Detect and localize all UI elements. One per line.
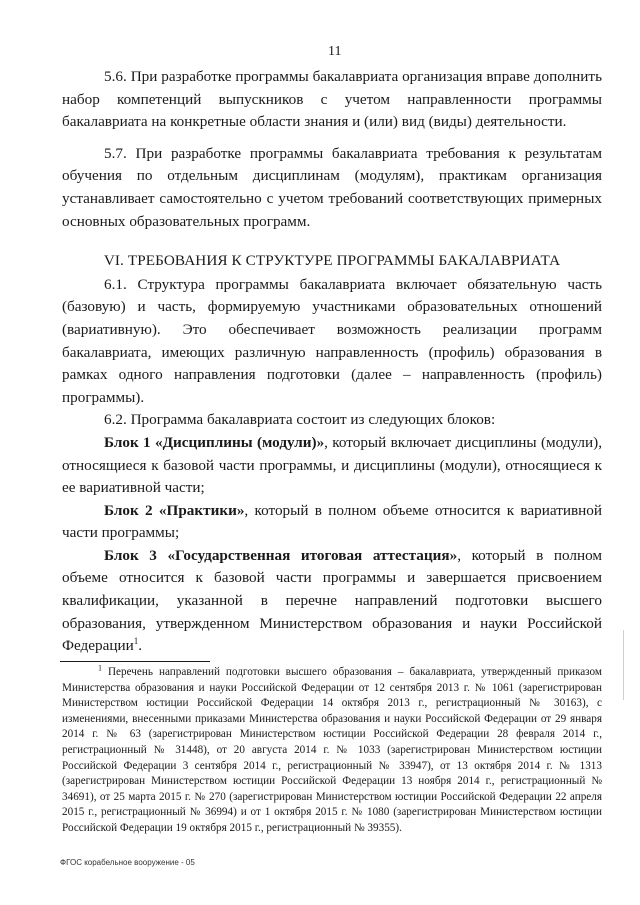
block-3-item: [62, 545, 602, 658]
footnote-reference[interactable]: 1: [133, 636, 139, 647]
paragraph-5-6: 5.6. При разработке программы бакалавриата организация вправе дополнить набор компетенций выпускников с учетом направленности программы бакалавриата на конкретные области знания и (или) вид (виды) деятельности.: [62, 68, 602, 131]
block-1-text: , который включает дисциплины (модули), относящиеся к базовой части программы, и дисциплины (модули), относящиеся к ее вариативной части;: [62, 433, 602, 497]
block-2-item: [62, 500, 602, 545]
footnote: [62, 665, 602, 837]
paragraph-6-1: 6.1. Структура программы бакалавриата включает обязательную часть (базовую) и часть, формируемую участниками образовательных отношений (вариативную). Это обеспечивает возможность реализации программ бакалавриата, имеющих различную направленность (профиль) образования в рамках одного направления подготовки (далее – направленность (профиль) программы).: [62, 275, 602, 406]
block-2-text: , который в полном объеме относится к вариативной части программы;: [62, 501, 602, 542]
block-1-item: [62, 432, 602, 500]
page-number: 11: [328, 44, 342, 59]
block-3-text: , который в полном объеме относится к базовой части программы и завершается присвоением квалификации, указанной в перечне направлений подготовки высшего образования, утвержденном Министерством образования и науки Российской Федерации: [62, 546, 602, 655]
block-3-end: .: [138, 637, 143, 655]
footnote-separator: [60, 661, 210, 662]
footnote-marker: 1: [98, 663, 102, 673]
section-heading: VI. ТРЕБОВАНИЯ К СТРУКТУРЕ ПРОГРАММЫ БАКАЛАВРИАТА: [103, 252, 561, 270]
document-body: [62, 66, 602, 658]
footnote-text: Перечень направлений подготовки высшего образования – бакалавриата, утвержденный приказом Министерства образования и науки Российской Федерации от 12 сентября 2013 г. № 1061 (зарегистрирован Министерством юстиции Российской Федерации 14 октября 2013 г., регистрационный № 30163), с изменениями, внесенными приказами Министерства образования и науки Российской Федерации от 29 января 2014 г. № 63 (зарегистрирован Министерством юстиции Российской Федерации 28 февраля 2014 г., регистрационный № 31448), от 20 августа 2014 г. № 1033 (зарегистрирован Министерством юстиции Российской Федерации 3 сентября 2014 г., регистрационный № 33947), от 13 октября 2014 г. № 1313 (зарегистрирован Министерством юстиции Российской Федерации 13 ноября 2014 г., регистрационный № 34691), от 25 марта 2015 г. № 270 (зарегистрирован Министерством юстиции Российской Федерации 22 апреля 2015 г., регистрационный № 36994) и от 1 октября 2015 г. № 1080 (зарегистрирован Министерством юстиции Российской Федерации 19 октября 2015 г., регистрационный № 39355).: [62, 666, 602, 834]
document-footer-note: ФГОС корабельное вооружение - 05: [60, 858, 195, 867]
paragraph-5-7: 5.7. При разработке программы бакалавриата требования к результатам обучения по отдельным дисциплинам (модулям), практикам организация устанавливает самостоятельно с учетом требований соответствующих примерных основных образовательных программ.: [62, 144, 602, 230]
paragraph-6-2: 6.2. Программа бакалавриата состоит из следующих блоков:: [104, 411, 496, 429]
scan-artifact: [623, 630, 624, 700]
block-1-title: Блок 1 «Дисциплины (модули)»: [104, 433, 325, 451]
block-3-title: Блок 3 «Государственная итоговая аттестация»: [104, 546, 458, 564]
block-2-title: Блок 2 «Практики»: [104, 501, 245, 519]
